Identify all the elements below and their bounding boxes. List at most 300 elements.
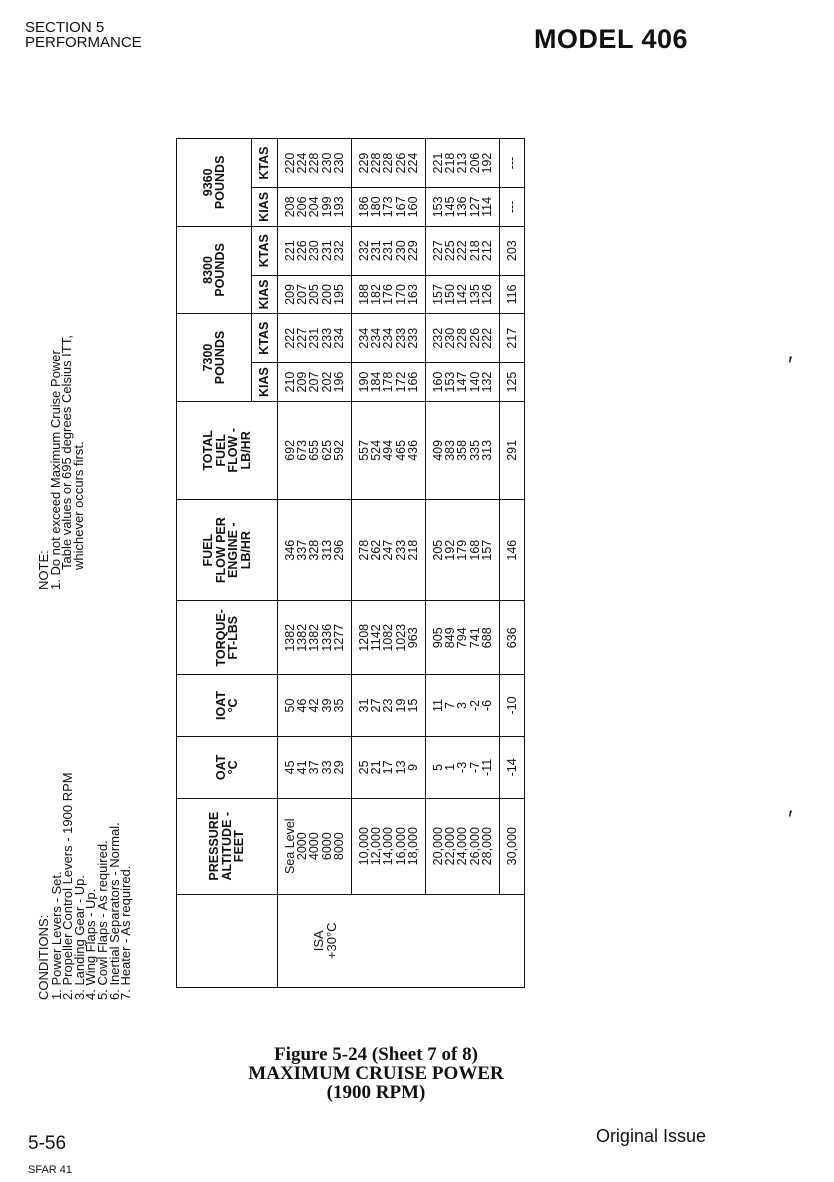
cell-value: 557 <box>357 439 372 461</box>
cell-value: 233 <box>393 539 408 561</box>
cell-value: 19 <box>393 698 408 713</box>
cell-value: 233 <box>319 327 334 349</box>
cell-value: 203 <box>505 240 520 262</box>
cell-value: 7 <box>443 702 458 709</box>
cell-value: 147 <box>455 371 470 393</box>
cell-ktas-7300 <box>426 314 500 363</box>
cell-value: 20,000 <box>431 827 446 866</box>
cell-value: 278 <box>357 539 372 561</box>
table-row <box>352 139 426 988</box>
cell-value: 592 <box>331 439 346 461</box>
cell-ff-engine <box>426 499 500 601</box>
cell-oat <box>278 736 352 798</box>
header-line: POUNDS <box>213 155 227 210</box>
figure-subtitle: (1900 RPM) <box>326 1082 426 1103</box>
cell-value: 179 <box>455 539 470 561</box>
cell-value: 46 <box>295 698 310 713</box>
cell-value: 127 <box>467 196 482 218</box>
page-number: 5-56 <box>28 1133 67 1154</box>
cell-value: 153 <box>431 196 446 218</box>
cell-value: 231 <box>319 240 334 262</box>
cell-value: 794 <box>455 627 470 649</box>
cell-value: 234 <box>369 327 384 349</box>
cell-value: 217 <box>505 327 520 349</box>
cell-value: 39 <box>319 698 334 713</box>
header-ktas: KTAS <box>252 139 278 188</box>
cell-torque <box>426 601 500 675</box>
cell-value: 230 <box>393 240 408 262</box>
cell-value: 208 <box>283 196 297 218</box>
cell-value: 524 <box>369 439 384 461</box>
cell-value: 12,000 <box>369 827 384 866</box>
cell-value: 234 <box>331 327 346 349</box>
cell-ktas-9360 <box>278 139 352 188</box>
cell-value: 209 <box>283 284 297 305</box>
cell-value: 14,000 <box>381 827 396 866</box>
cell-value: Sea Level <box>283 818 297 875</box>
header-pressure-altitude <box>177 798 278 894</box>
cell-value: 145 <box>443 196 458 218</box>
header-line: PRESSURE <box>207 811 222 881</box>
cell-ktas-8300 <box>352 226 426 275</box>
cell-value: 221 <box>283 240 297 262</box>
cell-value: 905 <box>431 627 446 649</box>
cell-oat <box>426 736 500 798</box>
cell-value: -2 <box>467 699 482 712</box>
cell-value: 224 <box>405 152 420 174</box>
cell-value: 229 <box>357 152 372 174</box>
cell-value: 229 <box>405 240 420 262</box>
note-line: 1. Do not exceed Maximum Cruise Power <box>47 350 63 590</box>
cell-value: 247 <box>381 539 396 561</box>
cell-value: 213 <box>455 152 470 174</box>
cell-value: 227 <box>431 240 446 262</box>
cell-alt <box>278 798 352 894</box>
header-line: TOTAL <box>201 430 215 471</box>
cell-value: 4000 <box>307 832 322 861</box>
cell-value: 5 <box>431 763 446 771</box>
cell-value: 186 <box>357 196 372 218</box>
performance-table <box>176 138 525 988</box>
cell-value: 209 <box>295 371 310 393</box>
cell-value: 206 <box>467 152 482 174</box>
condition-item: 4. Wing Flaps - Up. <box>83 888 99 1000</box>
cell-value: 23 <box>381 698 396 713</box>
cell-value: 192 <box>479 152 494 174</box>
section-label: SECTION 5 <box>25 19 105 36</box>
cell-oat <box>500 736 525 798</box>
cell-value: 193 <box>331 196 346 218</box>
cell-value: 222 <box>455 240 470 262</box>
cell-value: 228 <box>381 152 396 174</box>
cell-value: 692 <box>283 439 297 461</box>
header-line: LB/HR <box>238 531 253 570</box>
cell-value: 227 <box>295 327 310 349</box>
cell-value: 16,000 <box>393 827 408 866</box>
cell-ktas-9360 <box>352 139 426 188</box>
cell-alt <box>352 798 426 894</box>
header-line: IOAT <box>213 691 228 720</box>
cell-value: -11 <box>479 758 494 776</box>
cell-value: 231 <box>381 240 396 262</box>
cell-value: 218 <box>405 539 420 561</box>
cell-value: 205 <box>307 284 322 305</box>
cell-ioat <box>278 675 352 737</box>
conditions-title: CONDITIONS: <box>36 914 51 1000</box>
cell-total-ff <box>352 401 426 499</box>
cell-value: 125 <box>505 371 520 393</box>
cell-value: 142 <box>455 284 470 305</box>
table-row <box>278 139 352 988</box>
table-row <box>500 139 525 988</box>
cell-total-ff <box>500 401 525 499</box>
header-line: ISA <box>311 930 326 952</box>
cell-value: 233 <box>405 327 420 349</box>
condition-item: 6. Inertial Separators - Normal. <box>106 822 122 1000</box>
cell-value: 29 <box>331 760 346 775</box>
header-oat <box>177 736 278 798</box>
cell-ktas-7300 <box>278 314 352 363</box>
cell-value: 465 <box>393 439 408 461</box>
cell-value: 140 <box>467 371 482 393</box>
cell-value: 206 <box>295 196 310 218</box>
cell-kias-7300 <box>278 363 352 402</box>
cell-value: 337 <box>295 539 310 561</box>
cell-value: 688 <box>479 627 494 649</box>
cell-value: 230 <box>319 152 334 174</box>
cell-torque <box>500 601 525 675</box>
cell-value: 37 <box>307 760 322 775</box>
cell-value: 232 <box>331 240 346 262</box>
header-line: 8300 <box>200 256 215 284</box>
table-body <box>278 139 525 988</box>
cell-value: 188 <box>357 284 372 305</box>
cell-value: 1277 <box>331 623 346 652</box>
cell-value: 204 <box>307 196 322 218</box>
cell-value: 234 <box>357 327 372 349</box>
condition-item: 7. Heater - As required. <box>118 865 134 1000</box>
header-line: LB/HR <box>238 431 253 470</box>
cell-value: 184 <box>369 371 384 393</box>
cell-value: 153 <box>443 371 458 393</box>
header-line: ALTITUDE - <box>219 811 234 881</box>
header-condition <box>177 894 278 987</box>
header-line: +30°C <box>324 922 339 960</box>
cell-value: 160 <box>431 371 446 393</box>
cell-alt <box>500 798 525 894</box>
cell-value: 114 <box>479 196 494 217</box>
cell-value: 132 <box>479 371 494 393</box>
cell-value: 291 <box>505 439 520 461</box>
cell-value: 224 <box>295 152 310 174</box>
cell-value: 26,000 <box>467 827 482 866</box>
cell-oat <box>352 736 426 798</box>
cell-value: 741 <box>467 627 482 649</box>
cell-value: 296 <box>331 539 346 561</box>
cell-value: 195 <box>331 284 346 305</box>
cell-value: 221 <box>431 152 446 174</box>
header-line: FLOW - <box>226 428 240 473</box>
cell-value: 6000 <box>319 832 334 861</box>
cell-value: 192 <box>443 539 458 561</box>
cell-value: 1142 <box>369 624 384 652</box>
cell-value: 328 <box>307 539 322 561</box>
note-line: Table values or 695 degrees Celsius ITT, <box>59 335 75 570</box>
cell-value: 13 <box>393 760 408 775</box>
cell-value: 3 <box>455 702 470 709</box>
cell-value: 673 <box>295 439 310 461</box>
cell-value: 15 <box>405 698 420 713</box>
cell-value: 383 <box>443 439 458 461</box>
cell-value: 172 <box>393 371 408 393</box>
section-header <box>25 20 142 50</box>
cell-torque <box>352 601 426 675</box>
header-weight-7300 <box>177 314 252 402</box>
header-line: POUNDS <box>213 330 227 385</box>
header-line: FUEL <box>213 434 228 467</box>
cell-value: 358 <box>455 439 470 461</box>
cell-value: 231 <box>307 327 322 349</box>
condition-item: 2. Propeller Control Levers - 1900 RPM <box>60 772 76 1000</box>
conditions-block <box>38 620 132 1000</box>
cell-value: 210 <box>283 371 297 393</box>
conditions-list <box>48 620 134 1000</box>
margin-mark: ′ <box>788 806 793 833</box>
cell-kias-9360 <box>500 188 525 227</box>
cell-value: 220 <box>283 152 297 174</box>
header-ktas: KTAS <box>252 314 278 363</box>
cell-value: 190 <box>357 371 372 393</box>
cell-kias-7300 <box>352 363 426 402</box>
cell-value: 228 <box>455 327 470 349</box>
cell-value: 233 <box>393 327 408 349</box>
cell-value: 22,000 <box>443 827 458 866</box>
header-line: °C <box>226 760 240 775</box>
header-weight-8300 <box>177 226 252 314</box>
cell-ioat <box>352 675 426 737</box>
header-total-fuel-flow <box>177 401 278 499</box>
cell-ktas-9360 <box>500 139 525 188</box>
header-ioat <box>177 675 278 737</box>
cell-ktas-9360 <box>426 139 500 188</box>
header-line: °C <box>226 698 240 713</box>
cell-value: 146 <box>505 539 520 561</box>
cell-value: 168 <box>467 539 482 561</box>
model-title: MODEL 406 <box>533 24 688 54</box>
cell-kias-9360 <box>352 188 426 227</box>
cell-torque <box>278 601 352 675</box>
cell-value: 313 <box>479 439 494 461</box>
header-line: FEET <box>232 830 247 863</box>
cell-value: 1382 <box>283 623 297 652</box>
cell-ff-engine <box>352 499 426 601</box>
cell-value: 17 <box>381 760 396 775</box>
cell-value: 655 <box>307 439 322 461</box>
cell-value: 346 <box>283 539 297 561</box>
cell-value: 160 <box>405 196 420 218</box>
condition-item: 1. Power Levers - Set. <box>48 871 64 1000</box>
cell-kias-8300 <box>426 275 500 314</box>
condition-item: 3. Landing Gear - Up. <box>71 874 87 1000</box>
header-fuel-flow-engine <box>177 499 278 601</box>
cell-value: 225 <box>443 240 458 262</box>
cell-value: 27 <box>369 698 384 713</box>
cell-value: 163 <box>405 284 420 305</box>
cell-value: 25 <box>357 760 372 775</box>
cell-ktas-8300 <box>500 226 525 275</box>
cell-value: 335 <box>467 439 482 461</box>
cell-ff-engine <box>500 499 525 601</box>
cell-value: 33 <box>319 760 334 775</box>
cell-value: 136 <box>455 196 470 218</box>
cell-value: 1208 <box>357 623 372 652</box>
figure-title: MAXIMUM CRUISE POWER <box>248 1063 504 1084</box>
cell-ktas-7300 <box>352 314 426 363</box>
header-line: 7300 <box>200 343 215 372</box>
cell-value: 9 <box>405 763 420 771</box>
cell-value: 35 <box>331 698 346 713</box>
condition-item: 5. Cowl Flaps - As required. <box>94 840 110 1000</box>
cell-value: 226 <box>393 152 408 174</box>
cell-total-ff <box>278 401 352 499</box>
cell-value: 313 <box>319 539 334 561</box>
cell-value: -10 <box>505 696 520 715</box>
cell-value: 218 <box>467 240 482 262</box>
header-line: FT-LBS <box>226 615 240 660</box>
cell-value: 50 <box>283 698 297 713</box>
issue-label: Original Issue <box>595 1126 706 1146</box>
header-kias: KIAS <box>252 363 278 402</box>
cell-kias-9360 <box>426 188 500 227</box>
cell-total-ff <box>426 401 500 499</box>
cell-value: 173 <box>381 196 396 218</box>
cell-value: 207 <box>295 284 310 305</box>
cell-value: 21 <box>369 760 384 775</box>
cell-value: 11 <box>431 699 446 712</box>
figure-number: Figure 5-24 (Sheet 7 of 8) <box>274 1044 478 1065</box>
cell-value: 202 <box>319 371 334 393</box>
cell-value: --- <box>505 156 520 170</box>
header-weight-9360 <box>177 139 252 227</box>
cell-value: 226 <box>295 240 310 262</box>
cell-value: 230 <box>443 327 458 349</box>
cell-value: 228 <box>369 152 384 174</box>
cell-value: 166 <box>405 371 420 393</box>
cell-value: 28,000 <box>479 827 494 866</box>
cell-value: 228 <box>307 152 322 174</box>
cell-alt <box>426 798 500 894</box>
note-line: whichever occurs first. <box>70 441 86 570</box>
cell-value: 232 <box>431 327 446 349</box>
cell-kias-9360 <box>278 188 352 227</box>
cell-value: -7 <box>467 761 482 773</box>
cell-value: 1336 <box>319 623 334 652</box>
cell-value: 222 <box>283 327 297 349</box>
cell-value: 205 <box>431 539 446 561</box>
cell-ioat <box>500 675 525 737</box>
cell-value: 24,000 <box>455 827 470 866</box>
header-ktas: KTAS <box>252 226 278 275</box>
condition-cell <box>278 894 525 987</box>
cell-kias-8300 <box>500 275 525 314</box>
cell-value: 170 <box>393 284 408 305</box>
header-line: FUEL <box>201 533 215 567</box>
cell-value: 232 <box>357 240 372 262</box>
cell-value: 218 <box>443 152 458 174</box>
cell-value: 1 <box>443 763 458 771</box>
cell-value: 41 <box>295 760 310 775</box>
cell-value: 18,000 <box>405 827 420 866</box>
cell-value: 135 <box>467 284 482 305</box>
cell-value: 30,000 <box>505 827 520 866</box>
header-line: ENGINE - <box>226 522 240 578</box>
cell-value: 196 <box>331 371 346 393</box>
cell-kias-7300 <box>426 363 500 402</box>
cell-value: 167 <box>393 196 408 218</box>
cell-value: 150 <box>443 284 458 305</box>
cell-kias-7300 <box>500 363 525 402</box>
cell-value: 963 <box>405 627 420 649</box>
cell-value: 262 <box>369 539 384 561</box>
cell-value: 1382 <box>295 623 310 652</box>
cell-value: 222 <box>479 327 494 349</box>
cell-value: 1082 <box>381 623 396 652</box>
cell-value: 436 <box>405 439 420 461</box>
document-code: SFAR 41 <box>28 1164 73 1176</box>
cell-value: -3 <box>455 761 470 773</box>
cell-value: --- <box>505 200 520 214</box>
cell-value: 180 <box>369 196 384 218</box>
header-kias: KIAS <box>252 275 278 314</box>
cell-value: 234 <box>381 327 396 349</box>
cell-value: -6 <box>479 699 494 712</box>
cell-value: 231 <box>369 240 384 262</box>
header-kias: KIAS <box>252 188 278 227</box>
cell-value: 199 <box>319 196 334 218</box>
category-label: PERFORMANCE <box>25 34 142 51</box>
cell-ktas-8300 <box>426 226 500 275</box>
header-line: TORQUE- <box>213 609 228 667</box>
cell-value: 182 <box>369 284 384 305</box>
cell-value: 226 <box>467 327 482 349</box>
cell-value: 494 <box>381 439 396 461</box>
cell-ioat <box>426 675 500 737</box>
cell-kias-8300 <box>352 275 426 314</box>
header-line: FLOW PER <box>213 517 228 584</box>
cell-value: 10,000 <box>357 827 372 866</box>
cell-ff-engine <box>278 499 352 601</box>
cell-value: 157 <box>431 284 446 305</box>
cell-value: 42 <box>307 698 322 713</box>
cell-value: 1382 <box>307 623 322 652</box>
cell-kias-8300 <box>278 275 352 314</box>
cell-value: 31 <box>357 698 372 713</box>
cell-value: -14 <box>505 758 520 777</box>
cell-value: 212 <box>479 240 494 262</box>
note-block <box>38 130 84 590</box>
header-line: 9360 <box>200 168 215 197</box>
cell-value: 116 <box>505 284 520 305</box>
cell-value: 2000 <box>295 832 310 861</box>
cell-value: 409 <box>431 439 446 461</box>
cell-value: 207 <box>307 371 322 393</box>
figure-caption <box>0 1045 752 1102</box>
header-torque <box>177 601 278 675</box>
cell-value: 157 <box>479 539 494 561</box>
rotated-content <box>38 130 588 1000</box>
cell-value: 126 <box>479 284 494 305</box>
cell-value: 8000 <box>331 832 346 861</box>
